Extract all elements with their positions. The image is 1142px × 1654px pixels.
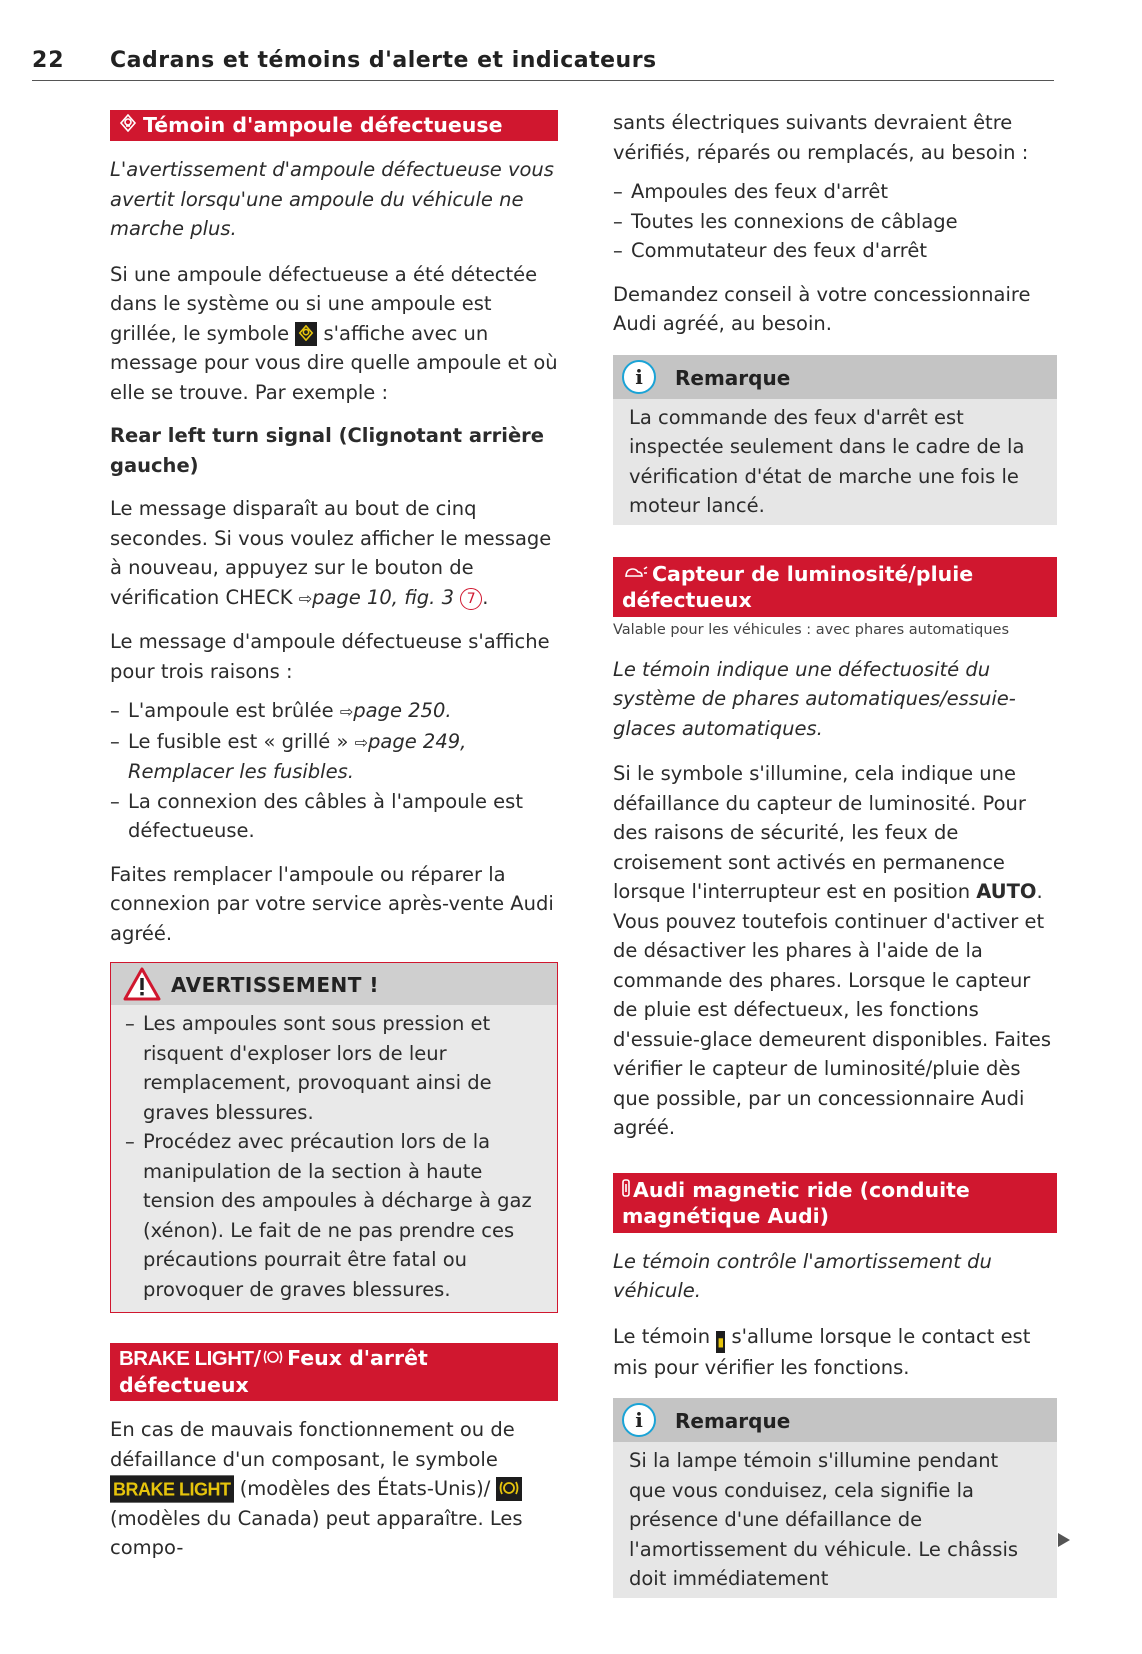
section-heading-sensor: [613, 557, 1057, 617]
continue-arrow-icon: [1058, 1533, 1070, 1547]
section-heading-magnetic: [613, 1173, 1057, 1233]
magnetic-ride-icon: [622, 1177, 630, 1203]
left-column: [110, 110, 558, 1563]
bulb-warning-icon: [119, 112, 137, 138]
list-item: – L'ampoule est brûlée ⇨page 250.: [110, 696, 558, 727]
note-text: Si la lampe témoin s'illumine pendant que vous conduisez, cela signifie la présence d'une défaillance de l'amortissement du véhicule. Le châssis doit immédiatement: [629, 1449, 1019, 1590]
reasons-list: [110, 696, 558, 846]
warning-body: [111, 1005, 557, 1312]
example-message: Rear left turn signal (Clignotant arrière gauche): [110, 424, 545, 477]
warning-box: [110, 962, 558, 1313]
right-column: [613, 108, 1057, 1598]
bulb-paragraph-3: Le message d'ampoule défectueuse s'affiche pour trois raisons :: [110, 630, 550, 683]
brake-symbol-icon: [496, 1477, 522, 1501]
section-heading-text: Audi magnetic ride (conduite magnétique Audi): [622, 1177, 970, 1228]
list-item: – Toutes les connexions de câblage: [613, 207, 1057, 237]
magnetic-intro: Le témoin contrôle l'amortissement du véhicule.: [613, 1249, 992, 1302]
list-item: – Ampoules des feux d'arrêt: [613, 177, 1057, 207]
page-title: Cadrans et témoins d'alerte et indicateurs: [110, 48, 657, 73]
section-heading-brake: BRAKE LIGHT/ Feux d'arrêt défectueux: [110, 1343, 558, 1401]
brake-paragraph-1: En cas de mauvais fonctionnement ou de défaillance d'un composant, le symbole BRAKE LIGHT (modèles des États-Unis)/ (modèles du Canada) peut apparaître. Les compo-: [110, 1418, 523, 1559]
info-icon: i: [622, 1403, 656, 1437]
magnetic-ride-symbol-icon: ▮: [716, 1331, 725, 1353]
magnetic-paragraph: Le témoin ▮ s'allume lorsque le contact est mis pour vérifier les fonctions.: [613, 1324, 1031, 1379]
page-reference-link[interactable]: page 250.: [353, 699, 452, 722]
note-text: La commande des feux d'arrêt est inspectée seulement dans le cadre de la vérification d'état de marche une fois le moteur lancé.: [629, 405, 1025, 517]
section-heading-text: Capteur de luminosité/pluie défectueux: [622, 561, 974, 612]
auto-position-label: AUTO: [976, 880, 1037, 903]
list-item: – Le fusible est « grillé » ⇨page 249, Remplacer les fusibles.: [110, 727, 558, 787]
info-icon: i: [622, 360, 656, 394]
bulb-intro: L'avertissement d'ampoule défectueuse vous avertit lorsqu'une ampoule du véhicule ne marche plus.: [110, 158, 554, 240]
list-item: – Commutateur des feux d'arrêt: [613, 236, 1057, 266]
list-item: – Procédez avec précaution lors de la manipulation de la section à haute tension des ampoules à décharge à gaz (xénon). Le fait de ne pas prendre ces précautions pourrait être fatal ou provoquer de graves blessures.: [125, 1127, 543, 1304]
callout-number: 7: [460, 588, 482, 610]
bulb-symbol-icon: [295, 322, 317, 346]
page-reference-link[interactable]: page 249, Remplacer les fusibles.: [128, 729, 467, 783]
page-reference-link[interactable]: page 10, fig. 3: [312, 585, 454, 609]
reference-arrow-icon: ⇨: [298, 588, 313, 608]
warning-title: AVERTISSEMENT !: [171, 973, 379, 997]
sensor-intro: Le témoin indique une défectuosité du système de phares automatiques/essuie-glaces automatiques.: [613, 657, 1016, 740]
brake-light-code: BRAKE LIGHT: [119, 1347, 254, 1370]
section-heading-bulb: [110, 110, 558, 141]
note-header: [613, 1398, 1057, 1442]
brake-continued-paragraph: sants électriques suivants devraient être vérifiés, réparés ou remplacés, au besoin :: [613, 111, 1029, 164]
light-rain-sensor-icon: [622, 561, 648, 587]
list-item: – La connexion des câbles à l'ampoule est défectueuse.: [110, 787, 558, 846]
note-body: [613, 1442, 1057, 1598]
reference-arrow-icon: ⇨: [354, 732, 369, 752]
sensor-paragraph: Si le symbole s'illumine, cela indique une défaillance du capteur de luminosité. Pour des raisons de sécurité, les feux de croisement sont activés en permanence lorsque l'interrupteur est en position AUTO. Vous pouvez toutefois continuer d'activer et de désactiver les phares à l'aide de la commande des phares. Lorsque le capteur de pluie est défectueux, les fonctions d'essuie-glace demeurent disponibles. Faites vérifier le capteur de luminosité/pluie dès que possible, par un concessionnaire Audi agréé.: [613, 762, 1052, 1139]
bulb-paragraph-4: Faites remplacer l'ampoule ou réparer la connexion par votre service après-vente Audi agréé.: [110, 862, 554, 945]
warning-triangle-icon: [123, 967, 161, 1005]
section-heading-text: Témoin d'ampoule défectueuse: [143, 113, 503, 137]
reference-arrow-icon: ⇨: [339, 702, 354, 721]
note-body: [613, 399, 1057, 525]
note-box: [613, 355, 1057, 525]
validity-note: Valable pour les véhicules : avec phares automatiques: [613, 621, 1009, 638]
brake-light-symbol: BRAKE LIGHT: [110, 1475, 234, 1502]
page-number: 22: [32, 48, 65, 73]
note-box: [613, 1398, 1057, 1598]
warning-header: [111, 963, 557, 1005]
page-header: [32, 44, 1054, 81]
note-header: [613, 355, 1057, 399]
note-title: Remarque: [675, 365, 791, 390]
bulb-paragraph-1: Si une ampoule défectueuse a été détectée dans le système ou si une ampoule est grillée, le symbole s'affiche avec un message pour vous dire quelle ampoule et où elle se trouve. Par exemple :: [110, 262, 558, 404]
brake-advice-paragraph: Demandez conseil à votre concessionnaire Audi agréé, au besoin.: [613, 282, 1031, 335]
brake-circle-icon: [263, 1345, 283, 1371]
components-list: [613, 177, 1057, 266]
section-heading-text: Feux d'arrêt défectueux: [119, 1346, 428, 1397]
note-title: Remarque: [675, 1409, 791, 1433]
list-item: – Les ampoules sont sous pression et risquent d'exploser lors de leur remplacement, provoquant ainsi de graves blessures.: [125, 1009, 543, 1127]
bulb-paragraph-2: Le message disparaît au bout de cinq secondes. Si vous voulez afficher le message à nouveau, appuyez sur le bouton de vérification CHECK ⇨page 10, fig. 3 7 .: [110, 497, 552, 609]
